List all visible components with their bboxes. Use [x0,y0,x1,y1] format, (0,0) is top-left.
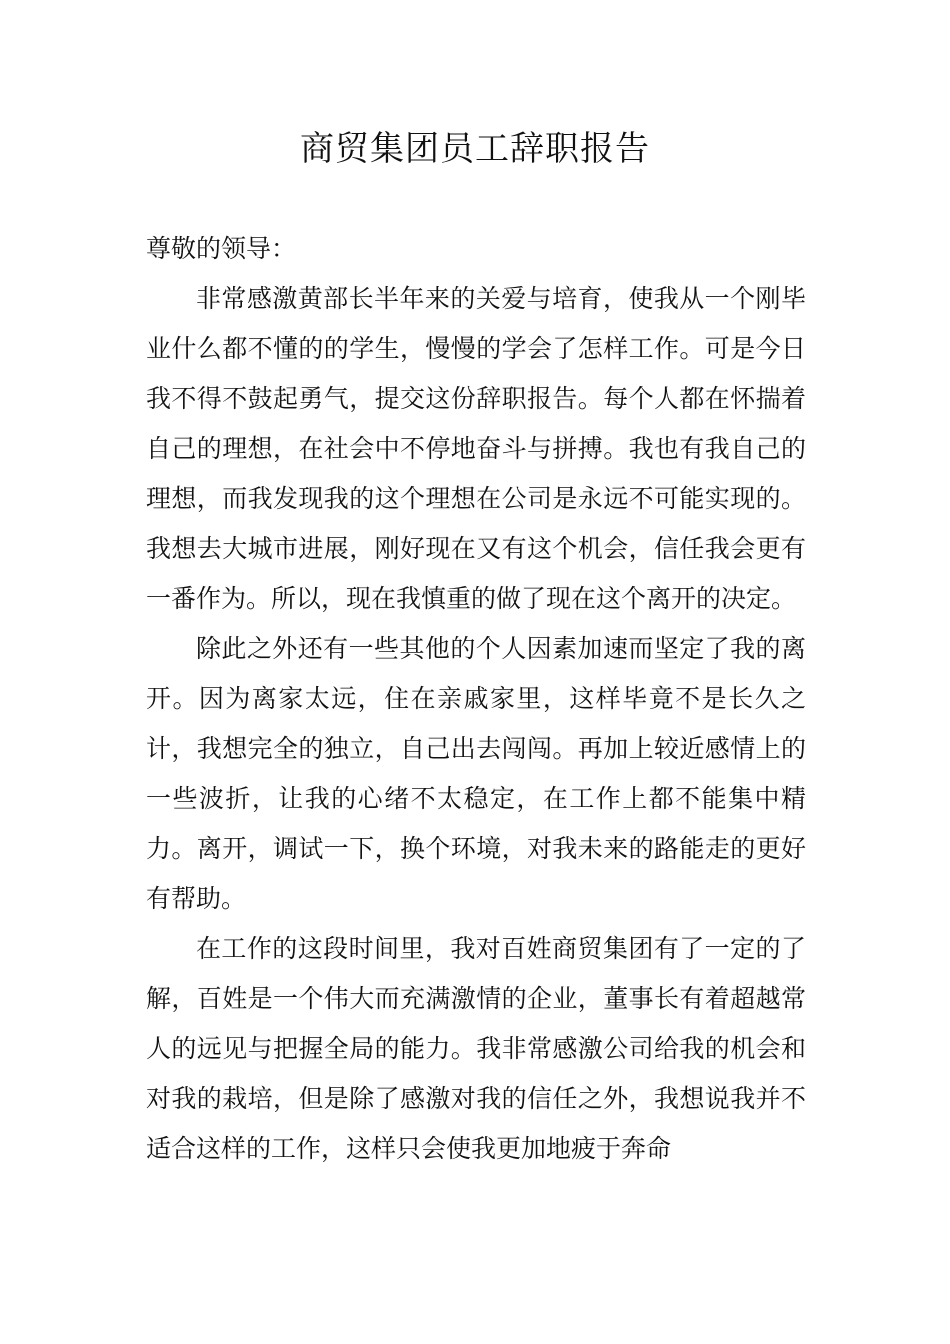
paragraph-3: 在工作的这段时间里，我对百姓商贸集团有了一定的了解，百姓是一个伟大而充满激情的企业，董事长有着超越常人的远见与把握全局的能力。我非常感激公司给我的机会和对我的栽培，但是除了感激对我的信任之外，我想说我并不适合这样的工作，这样只会使我更加地疲于奔命 [146,934,806,1163]
paragraph-1: 非常感激黄部长半年来的关爱与培育，使我从一个刚毕业什么都不懂的的学生，慢慢的学会了怎样工作。可是今日我不得不鼓起勇气，提交这份辞职报告。每个人都在怀揣着自己的理想，在社会中不停地奋斗与拼搏。我也有我自己的理想，而我发现我的这个理想在公司是永远不可能实现的。我想去大城市进展，刚好现在又有这个机会，信任我会更有一番作为。所以，现在我慎重的做了现在这个离开的决定。 [146,284,806,613]
paragraph-2: 除此之外还有一些其他的个人因素加速而坚定了我的离开。因为离家太远，住在亲戚家里，这样毕竟不是长久之计，我想完全的独立，自己出去闯闯。再加上较近感情上的一些波折，让我的心绪不太稳定，在工作上都不能集中精力。离开，调试一下，换个环境，对我未来的路能走的更好有帮助。 [146,634,806,913]
document-body [146,224,806,1174]
document-title: 商贸集团员工辞职报告 [300,129,650,169]
salutation: 尊敬的领导： [146,234,297,263]
